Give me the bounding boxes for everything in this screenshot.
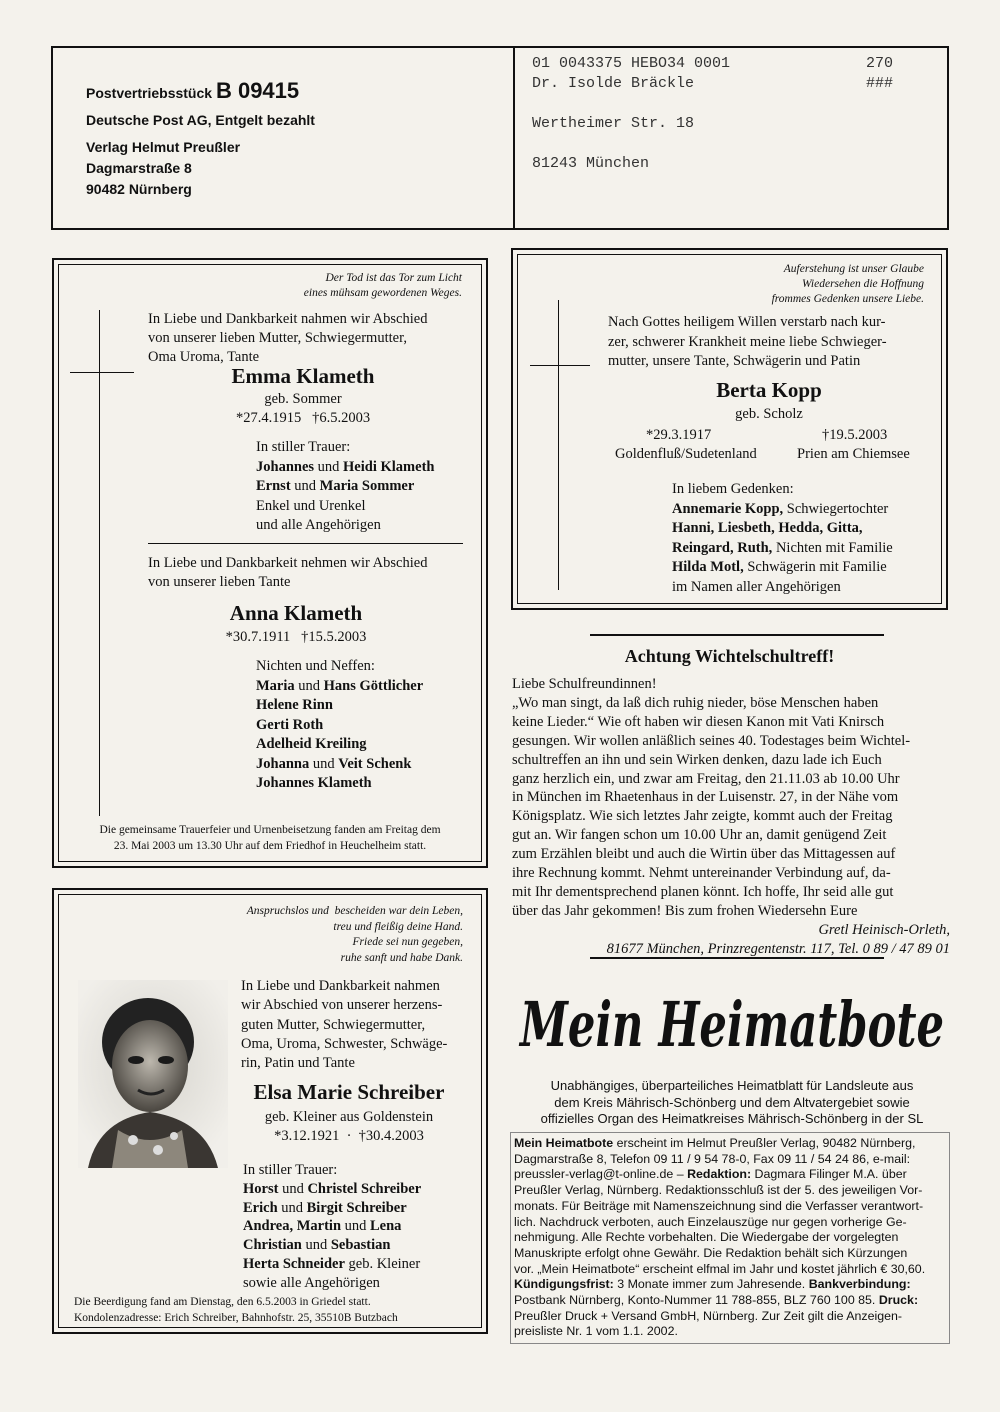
mourner-line: Reingard, Ruth, Nichten mit Familie bbox=[672, 539, 893, 556]
footer-line: Kondolenzadresse: Erich Schreiber, Bahnhofstr. 25, 35510B Butzbach bbox=[74, 1312, 398, 1324]
born-name: geb. Sommer bbox=[264, 391, 342, 407]
intro-line: Nach Gottes heiligem Willen verstarb nach kur- bbox=[608, 314, 886, 330]
intro-line: rin, Patin und Tante bbox=[241, 1055, 355, 1072]
imprint-line: lich. Nachdruck verboten, auch Einzelauszüge nur gegen vorherige Ge- bbox=[514, 1214, 907, 1229]
mourner-line: Christian und Sebastian bbox=[243, 1237, 391, 1254]
schreiber-intro bbox=[241, 977, 447, 1073]
postal-number: B 09415 bbox=[215, 78, 300, 103]
logo-image bbox=[514, 972, 950, 1068]
portrait-image bbox=[78, 980, 228, 1168]
intro-line: Oma, Uroma, Schwester, Schwäge- bbox=[241, 1035, 448, 1052]
born-name: geb. Kleiner aus Goldenstein bbox=[264, 1109, 434, 1125]
mourner-line: Ernst und Maria Sommer bbox=[256, 478, 415, 494]
body-line: gesungen. Wir wollen anläßlich seines 40. Todestages beim Wichtel- bbox=[512, 732, 911, 749]
klameth-footer bbox=[60, 822, 480, 854]
cross-bar bbox=[530, 365, 590, 366]
intro-line: In Liebe und Dankbarkeit nahmen bbox=[241, 978, 440, 994]
mourners-block bbox=[256, 438, 434, 536]
body-line: ihre Rechnung kommt. Nehmt untereinander Verbindung auf, da- bbox=[512, 865, 891, 882]
body-line: in München im Rhaetenhaus in der Luisenstr. 27, in der Nähe vom bbox=[512, 789, 899, 806]
imprint-line: preisliste Nr. 1 vom 1.1. 2002. bbox=[514, 1324, 678, 1339]
imprint-line: monats. Für Beiträge mit Namenszeichnung sind die Verfasser verantwort- bbox=[514, 1198, 924, 1213]
intro-line: wir Abschied von unserer herzens- bbox=[241, 997, 443, 1014]
deceased-name: Berta Kopp bbox=[716, 378, 822, 402]
intro-line: von unserer lieben Tante bbox=[148, 574, 291, 590]
address-marks: ### bbox=[866, 75, 894, 92]
anna-intro bbox=[148, 554, 427, 592]
intro-line: zer, schwerer Krankheit meine liebe Schwieger- bbox=[608, 333, 887, 350]
signature-address: 81677 München, Prinzregentenstr. 117, Tel. 0 89 / 47 89 01 bbox=[606, 940, 950, 957]
schreiber-motto bbox=[160, 904, 463, 966]
sender-block bbox=[86, 80, 315, 200]
schreiber-mourners bbox=[243, 1161, 421, 1293]
motto-line: frommes Gedenken unsere Liebe. bbox=[771, 293, 924, 305]
intro-line: mutter, unsere Tante, Schwägerin und Patin bbox=[608, 353, 861, 369]
recipient-name: Dr. Isolde Bräckle bbox=[532, 75, 695, 92]
body-line: „Wo man singt, da laß dich ruhig nieder, böse Menschen haben bbox=[512, 694, 879, 711]
motto-line: Wiedersehen die Hoffnung bbox=[801, 278, 924, 290]
intro-line: Oma Uroma, Tante bbox=[148, 349, 260, 365]
death-date: †19.5.2003 bbox=[822, 427, 888, 443]
publisher-street: Dagmarstraße 8 bbox=[86, 160, 192, 176]
imprint-line: preussler-verlag@t-online.de – Redaktion: Dagmara Filinger M.A. über bbox=[514, 1167, 907, 1182]
life-dates: *27.4.1915 †6.5.2003 bbox=[235, 410, 371, 426]
birth-date: *29.3.1917 bbox=[646, 427, 712, 443]
intro-line: In Liebe und Dankbarkeit nehmen wir Abschied bbox=[148, 555, 428, 571]
signature: Gretl Heinisch-Orleth, bbox=[818, 921, 950, 938]
relatives-block bbox=[256, 657, 423, 794]
imprint-line: nehmigung. Alle Rechte vorbehalten. Die Wiedergabe der vorgelegten bbox=[514, 1230, 899, 1245]
mourner-line: Hanni, Liesbeth, Hedda, Gitta, bbox=[672, 520, 863, 536]
mourner-line: Herta Schneider geb. Kleiner bbox=[243, 1255, 421, 1272]
relative-line: Johanna und Veit Schenk bbox=[256, 755, 412, 772]
motto-line: Anspruchslos und bescheiden war dein Leben, bbox=[246, 905, 463, 917]
mourner-line: im Namen aller Angehörigen bbox=[672, 578, 841, 595]
body-line: über das Jahr gekommen! Bis zum frohen Wiedersehn Eure bbox=[512, 902, 858, 919]
body-line: mit Ihr dementsprechend planen könnt. Ich hoffe, Ihr seid alle gut bbox=[512, 883, 894, 900]
imprint-line: Dagmarstraße 8, Telefon 09 11 / 9 54 78-0, Fax 09 11 / 54 24 86, e-mail: bbox=[514, 1151, 911, 1166]
mourner-line: Andrea, Martin und Lena bbox=[243, 1218, 402, 1235]
masthead-tagline bbox=[512, 1078, 952, 1128]
postage-note: Deutsche Post AG, Entgelt bezahlt bbox=[86, 112, 315, 128]
mourner-extra: sowie alle Angehörigen bbox=[243, 1274, 380, 1291]
divider bbox=[590, 634, 884, 636]
address-code: 01 0043375 HEBO34 0001 bbox=[532, 55, 731, 72]
life-dates: *30.7.1911 †15.5.2003 bbox=[225, 629, 367, 645]
schreiber-footer bbox=[74, 1294, 398, 1326]
recipient-city: 81243 München bbox=[532, 155, 650, 172]
motto-line: Auferstehung ist unser Glaube bbox=[783, 263, 924, 275]
imprint-line: Postbank Nürnberg, Konto-Nummer 11 788-855, BLZ 760 100 85. Druck: bbox=[514, 1293, 919, 1308]
relative-line: Helene Rinn bbox=[256, 697, 333, 713]
publisher-city: 90482 Nürnberg bbox=[86, 181, 192, 197]
relative-line: Gerti Roth bbox=[256, 716, 324, 733]
motto-line: Friede sei nun gegeben, bbox=[352, 936, 463, 948]
divider bbox=[590, 957, 884, 959]
body-line: zum Erzählen bleibt und auch die Wirtin über das Mittagessen auf bbox=[512, 846, 896, 863]
intro-line: In Liebe und Dankbarkeit nahmen wir Abschied bbox=[148, 311, 428, 327]
announcement-title: Achtung Wichtelschultreff! bbox=[624, 646, 835, 666]
mourner-extra: Enkel und Urenkel bbox=[256, 497, 366, 514]
born-name: geb. Scholz bbox=[735, 406, 803, 422]
body-line: ganz herzlich ein, und zwar am Freitag, den 21.11.03 ab 10.00 Uhr bbox=[512, 770, 900, 787]
divider bbox=[148, 543, 463, 544]
kopp-mourners bbox=[672, 480, 893, 597]
life-dates: *3.12.1921 · †30.4.2003 bbox=[274, 1128, 424, 1144]
portrait-photo bbox=[78, 980, 228, 1168]
greeting: Liebe Schulfreundinnen! bbox=[512, 676, 657, 692]
motto-line: Der Tod ist das Tor zum Licht bbox=[325, 272, 462, 284]
relatives-label: Nichten und Neffen: bbox=[256, 658, 375, 674]
mourning-label: In stiller Trauer: bbox=[243, 1162, 338, 1178]
deceased-name: Emma Klameth bbox=[231, 364, 375, 388]
imprint bbox=[514, 1136, 925, 1340]
relative-line: Adelheid Kreiling bbox=[256, 736, 367, 752]
footer-line: Die gemeinsame Trauerfeier und Urnenbeisetzung fanden am Freitag dem bbox=[99, 824, 441, 836]
motto-line: eines mühsam gewordenen Weges. bbox=[303, 287, 462, 299]
kopp-motto bbox=[620, 262, 924, 307]
masthead-logo bbox=[514, 972, 950, 1068]
tagline-line: offizielles Organ des Heimatkreises Mährisch-Schönberg in der SL bbox=[540, 1111, 924, 1126]
kopp-intro bbox=[608, 313, 887, 372]
cross-icon bbox=[99, 310, 100, 816]
recipient-address bbox=[532, 54, 912, 174]
mourner-line: Erich und Birgit Schreiber bbox=[243, 1199, 407, 1216]
body-line: Königsplatz. Wie sich letztes Jahr zeigte, kommt auch der Freitag bbox=[512, 808, 893, 825]
motto-line: treu und fleißig deine Hand. bbox=[333, 920, 463, 933]
footer-line: 23. Mai 2003 um 13.30 Uhr auf dem Friedhof in Heuchelheim statt. bbox=[113, 840, 427, 852]
klameth-intro bbox=[148, 310, 427, 367]
intro-line: guten Mutter, Schwiegermutter, bbox=[241, 1016, 426, 1033]
mourner-extra: und alle Angehörigen bbox=[256, 517, 381, 533]
deceased-name: Elsa Marie Schreiber bbox=[253, 1080, 445, 1104]
body-line: schultreffen an ihn und sein Wirken denken, dazu lade ich Euch bbox=[512, 751, 882, 768]
relative-line: Johannes Klameth bbox=[256, 775, 372, 791]
cross-icon bbox=[558, 300, 559, 590]
footer-line: Die Beerdigung fand am Dienstag, den 6.5.2003 in Griedel statt. bbox=[74, 1296, 371, 1308]
mourner-line: Hilda Motl, Schwägerin mit Familie bbox=[672, 559, 887, 575]
klameth-motto bbox=[150, 271, 462, 301]
imprint-line: Preußler Druck + Versand GmbH, Nürnberg. Zur Zeit gilt die Anzeigen- bbox=[514, 1308, 903, 1323]
memory-label: In liebem Gedenken: bbox=[672, 481, 794, 497]
imprint-line: Preußler Verlag, Nürnberg. Redaktionsschluß ist der 5. des jeweiligen Vor- bbox=[514, 1183, 923, 1198]
birth-place: Goldenfluß/Sudetenland bbox=[615, 446, 757, 462]
tagline-line: Unabhängiges, überparteiliches Heimatblatt für Landsleute aus bbox=[550, 1078, 914, 1093]
tagline-line: dem Kreis Mährisch-Schönberg und dem Altvatergebiet sowie bbox=[554, 1094, 910, 1110]
announcement-body bbox=[512, 675, 952, 959]
publisher-name: Verlag Helmut Preußler bbox=[86, 139, 241, 155]
death-place: Prien am Chiemsee bbox=[797, 446, 910, 462]
imprint-line: Kündigungsfrist: 3 Monate immer zum Jahresende. Bankverbindung: bbox=[514, 1277, 911, 1292]
relative-line: Maria und Hans Göttlicher bbox=[256, 677, 424, 694]
imprint-line: vor. „Mein Heimatbote“ erscheint elfmal im Jahr und kostet jährlich € 30,60. bbox=[514, 1261, 926, 1276]
cross-bar bbox=[70, 372, 134, 373]
body-line: gut an. Wir fangen schon um 10.00 Uhr an, damit genügend Zeit bbox=[512, 827, 887, 844]
address-divider bbox=[513, 48, 515, 228]
mourning-label: In stiller Trauer: bbox=[256, 439, 351, 455]
recipient-street: Wertheimer Str. 18 bbox=[532, 115, 695, 132]
mourner-line: Johannes und Heidi Klameth bbox=[256, 458, 435, 475]
imprint-line: Manuskripte erfolgt ohne Gewähr. Die Redaktion behält sich Kürzungen bbox=[514, 1245, 908, 1260]
mourner-line: Annemarie Kopp, Schwiegertochter bbox=[672, 500, 889, 517]
mourner-line: Horst und Christel Schreiber bbox=[243, 1180, 422, 1197]
intro-line: von unserer lieben Mutter, Schwiegermutter, bbox=[148, 330, 407, 346]
body-line: keine Lieder.“ Wie oft haben wir diesen Kanon mit Vati Knirsch bbox=[512, 713, 885, 730]
deceased-name: Anna Klameth bbox=[229, 601, 363, 625]
motto-line: ruhe sanft und habe Dank. bbox=[340, 951, 463, 964]
postal-label: Postvertriebsstück bbox=[86, 85, 213, 101]
imprint-line: Mein Heimatbote erscheint im Helmut Preußler Verlag, 90482 Nürnberg, bbox=[514, 1136, 916, 1150]
address-code-right: 270 bbox=[866, 55, 894, 72]
logo-text: Mein Heimatbote bbox=[518, 988, 944, 1061]
